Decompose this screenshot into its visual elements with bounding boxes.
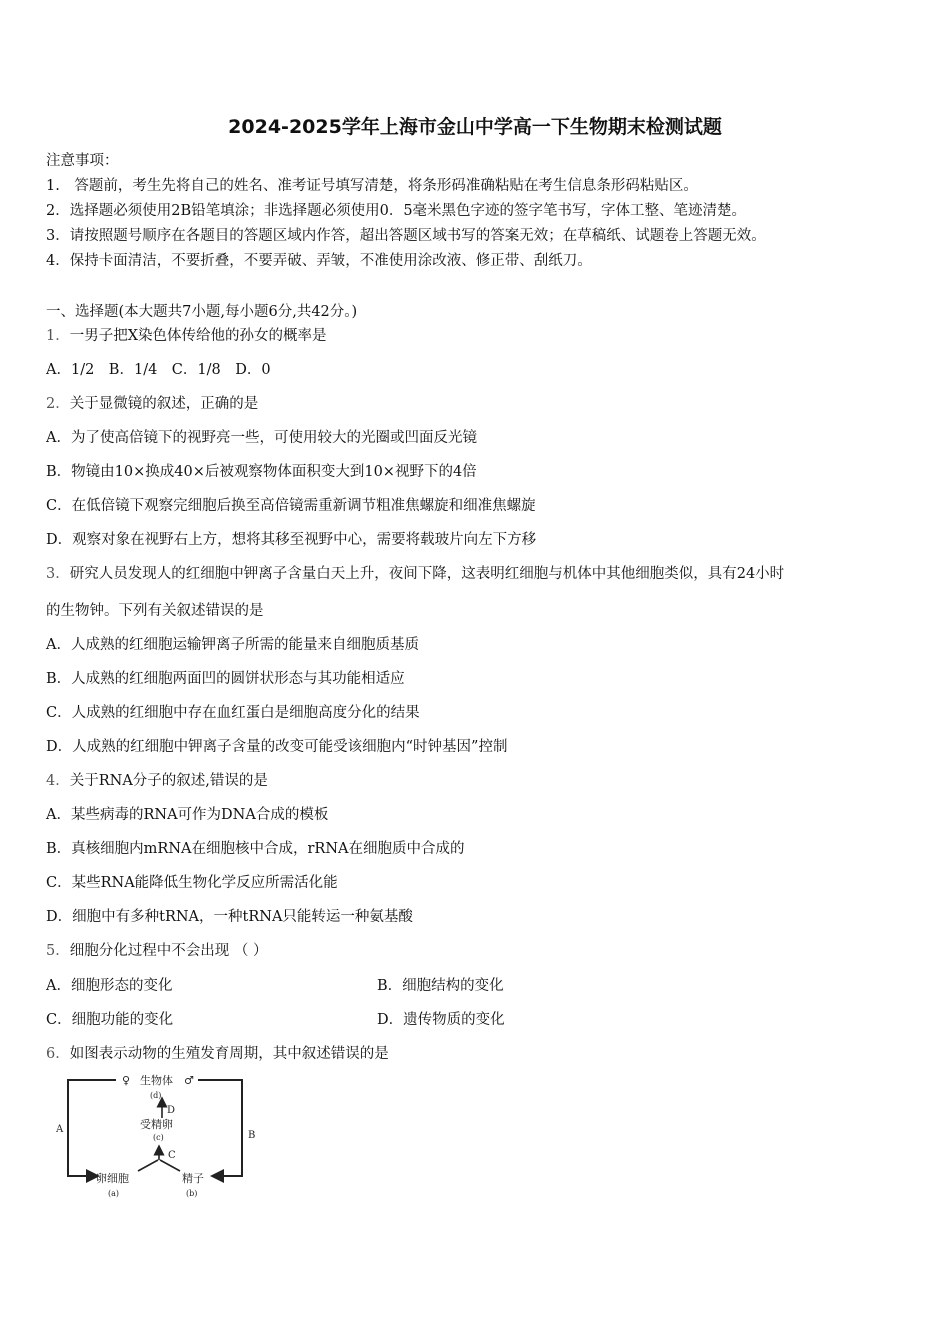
option-b: B．细胞结构的变化 bbox=[377, 978, 504, 994]
question-1 bbox=[46, 326, 327, 346]
question-stem: 关于RNA分子的叙述,错误的是 bbox=[69, 773, 268, 789]
option-c: C．细胞功能的变化 bbox=[46, 1012, 174, 1028]
arrow-c-label: C bbox=[168, 1150, 176, 1161]
notice-item-4: 4．保持卡面清洁，不要折叠，不要弄破、弄皱，不准使用涂改液、修正带、刮纸刀。 bbox=[46, 253, 592, 269]
question-5 bbox=[46, 941, 267, 961]
question-number: 1． bbox=[46, 328, 70, 344]
arrow-d-label: D bbox=[167, 1105, 176, 1116]
page-title: 2024-2025学年上海市金山中学高一下生物期末检测试题 bbox=[228, 116, 722, 138]
question-number: 4． bbox=[46, 773, 70, 789]
option-d: D．观察对象在视野右上方，想将其移至视野中心，需要将载玻片向左下方移 bbox=[46, 532, 537, 548]
male-symbol: ♂ bbox=[184, 1074, 194, 1087]
question-4 bbox=[46, 771, 268, 791]
option-d: D．人成熟的红细胞中钾离子含量的改变可能受该细胞内“时钟基因”控制 bbox=[46, 739, 508, 755]
organism-label: 生物体 bbox=[140, 1074, 173, 1087]
option-b: B．物镜由10×换成40×后被观察物体面积变大到10×视野下的4倍 bbox=[46, 464, 477, 480]
arrow-a-label: A bbox=[56, 1124, 64, 1135]
question-3-stem-cont: 的生物钟。下列有关叙述错误的是 bbox=[46, 603, 264, 619]
option-b: B．真核细胞内mRNA在细胞核中合成，rRNA在细胞质中合成的 bbox=[46, 841, 465, 857]
question-number: 3． bbox=[46, 566, 70, 582]
c-label: (c) bbox=[153, 1133, 164, 1142]
option-c: C．人成熟的红细胞中存在血红蛋白是细胞高度分化的结果 bbox=[46, 705, 420, 721]
question-number: 2． bbox=[46, 396, 70, 412]
option-d: D．细胞中有多种tRNA，一种tRNA只能转运一种氨基酸 bbox=[46, 909, 413, 925]
zygote-label: 受精卵 bbox=[140, 1118, 173, 1131]
b-label: (b) bbox=[186, 1189, 198, 1198]
section-heading: 一、选择题(本大题共7小题,每小题6分,共42分。) bbox=[46, 304, 358, 320]
question-stem: 细胞分化过程中不会出现 （ ） bbox=[69, 943, 268, 959]
question-number: 6． bbox=[46, 1046, 70, 1062]
question-stem: 一男子把X染色体传给他的孙女的概率是 bbox=[69, 328, 327, 344]
a-label: (a) bbox=[108, 1189, 120, 1198]
option-a: A．人成熟的红细胞运输钾离子所需的能量来自细胞质基质 bbox=[46, 637, 419, 653]
arrow-c-line-left bbox=[138, 1160, 158, 1171]
arrow-b-line bbox=[198, 1080, 242, 1176]
question-stem: 研究人员发现人的红细胞中钾离子含量白天上升，夜间下降，这表明红细胞与机体中其他细胞类似，具有24小时 bbox=[69, 566, 785, 582]
arrow-b-label: B bbox=[248, 1130, 256, 1141]
notice-item-1: 1. 答题前，考生先将自己的姓名、准考证号填写清楚，将条形码准确粘贴在考生信息条形码粘贴区。 bbox=[46, 178, 698, 194]
option-a: A．细胞形态的变化 bbox=[46, 978, 173, 994]
arrow-c-line-right bbox=[160, 1160, 180, 1171]
reproduction-cycle-diagram bbox=[56, 1068, 276, 1208]
notice-heading: 注意事项： bbox=[46, 153, 119, 169]
question-number: 5． bbox=[46, 943, 70, 959]
option-b: B．人成熟的红细胞两面凹的圆饼状形态与其功能相适应 bbox=[46, 671, 405, 687]
question-stem: 如图表示动物的生殖发育周期，其中叙述错误的是 bbox=[69, 1046, 389, 1062]
d-label: (d) bbox=[150, 1091, 162, 1100]
female-symbol: ♀ bbox=[122, 1074, 131, 1087]
option-c: C．在低倍镜下观察完细胞后换至高倍镜需重新调节粗准焦螺旋和细准焦螺旋 bbox=[46, 498, 536, 514]
notice-item-2: 2．选择题必须使用2B铅笔填涂；非选择题必须使用0．5毫米黑色字迹的签字笔书写，字体工整、笔迹清楚。 bbox=[46, 203, 747, 219]
question-6 bbox=[46, 1044, 389, 1064]
option-a: A．某些病毒的RNA可作为DNA合成的模板 bbox=[46, 807, 329, 823]
notice-item-3: 3．请按照题号顺序在各题目的答题区域内作答，超出答题区域书写的答案无效；在草稿纸、试题卷上答题无效。 bbox=[46, 228, 766, 244]
sperm-label: 精子 bbox=[182, 1172, 204, 1185]
egg-cell-label: 卵细胞 bbox=[96, 1172, 129, 1185]
question-1-options: A．1/2 B．1/4 C．1/8 D．0 bbox=[46, 362, 271, 378]
question-stem: 关于显微镜的叙述，正确的是 bbox=[69, 396, 259, 412]
question-3 bbox=[46, 564, 784, 584]
option-c: C．某些RNA能降低生物化学反应所需活化能 bbox=[46, 875, 338, 891]
question-2 bbox=[46, 394, 258, 414]
arrow-a-line bbox=[68, 1080, 116, 1176]
option-a: A．为了使高倍镜下的视野亮一些，可使用较大的光圈或凹面反光镜 bbox=[46, 430, 477, 446]
option-d: D．遗传物质的变化 bbox=[377, 1012, 505, 1028]
